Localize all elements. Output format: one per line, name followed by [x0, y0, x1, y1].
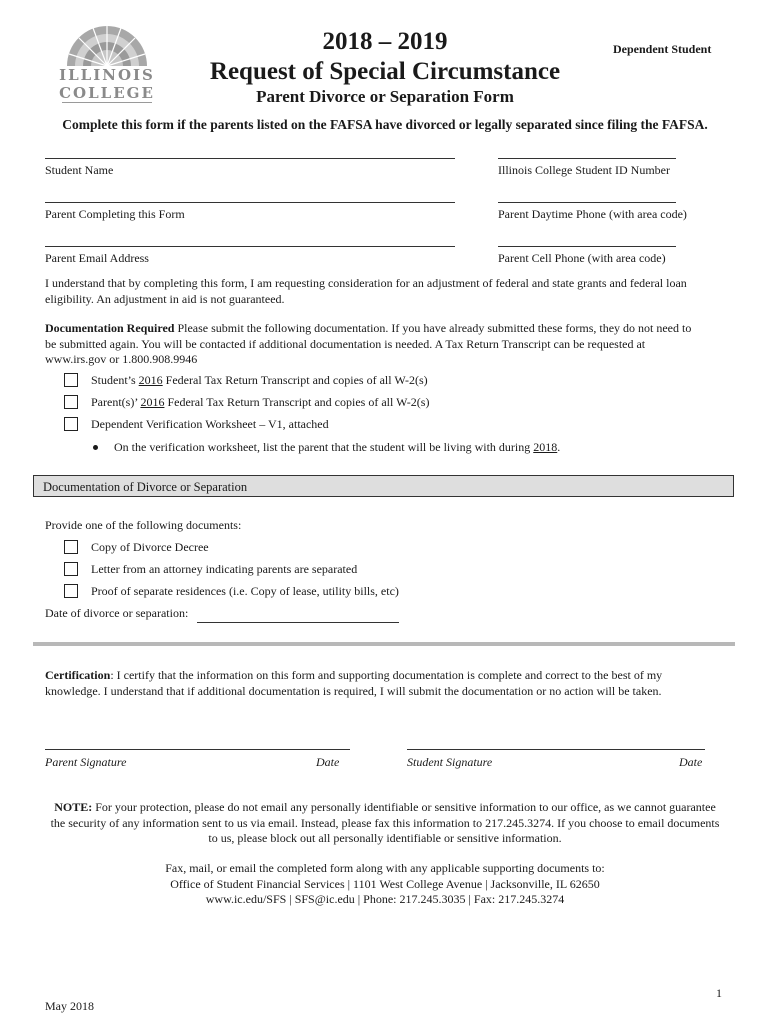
logo-text-line1: ILLINOIS: [59, 66, 155, 84]
dependent-student-label: Dependent Student: [613, 42, 712, 56]
note-text-1: For your protection, please do not email any personally identifiable or sensitive information to our office, as we cannot guarantee: [92, 800, 716, 814]
parent-signature-line[interactable]: [45, 749, 350, 750]
section-divider: [33, 642, 735, 646]
parent-email-line[interactable]: [45, 246, 455, 247]
form-subtitle: Parent Divorce or Separation Form: [256, 87, 514, 106]
parent-email-label: Parent Email Address: [45, 251, 149, 265]
certification-paragraph: [45, 668, 735, 699]
note-paragraph: [28, 800, 742, 847]
documentation-text-1: Please submit the following documentation. If you have already submitted these forms, they do not need to: [174, 321, 692, 335]
divorce-intro: Provide one of the following documents:: [45, 518, 242, 532]
divorce-decree-label: Copy of Divorce Decree: [91, 540, 209, 554]
contact-line-1: Fax, mail, or email the completed form along with any applicable supporting documents to:: [165, 861, 605, 875]
certification-heading: Certification: [45, 668, 111, 682]
checkbox-student-tax-transcript[interactable]: [64, 373, 78, 387]
note-text-2: the security of any information sent to us via email. Instead, please fax this information to 217.245.3274. If you choose to email documents: [50, 815, 720, 830]
year-2016: 2016: [140, 395, 165, 409]
form-year: 2018 – 2019: [322, 28, 448, 55]
student-id-label: Illinois College Student ID Number: [498, 163, 670, 177]
contact-line-2: Office of Student Financial Services | 1101 West College Avenue | Jacksonville, IL 62650: [170, 876, 600, 891]
logo-text-line2: COLLEGE: [59, 84, 155, 102]
checkbox-attorney-letter[interactable]: [64, 562, 78, 576]
parent-completing-line[interactable]: [45, 202, 455, 203]
parent-date-label: Date: [316, 755, 340, 769]
divorce-section-header: [33, 475, 734, 497]
footer-date: May 2018: [45, 999, 94, 1013]
contact-block: [0, 861, 770, 908]
year-2018: 2018: [533, 440, 558, 454]
student-signature-label: Student Signature: [407, 755, 493, 769]
form-title: Request of Special Circumstance: [209, 58, 561, 85]
year-2016: 2016: [138, 373, 163, 387]
form-instruction: Complete this form if the parents listed on the FAFSA have divorced or legally separated since filing the FAFSA.: [62, 117, 708, 132]
checkbox-separate-residences[interactable]: [64, 584, 78, 598]
verification-worksheet-label: Dependent Verification Worksheet – V1, attached: [91, 417, 329, 431]
documentation-heading: Documentation Required: [45, 321, 175, 335]
bullet-dot: [93, 445, 98, 450]
certification-text-2: knowledge. I understand that if additional documentation is required, I will submit the documentation or no action will be taken.: [45, 683, 662, 698]
certification-text-1: : I certify that the information on this form and supporting documentation is complete and correct to the best of my: [110, 668, 663, 682]
documentation-text-3: www.irs.gov or 1.800.908.9946: [45, 352, 198, 366]
note-heading: NOTE:: [54, 800, 93, 814]
divorce-section-title: Documentation of Divorce or Separation: [43, 480, 248, 494]
parent-cell-label: Parent Cell Phone (with area code): [498, 251, 666, 265]
parent-tax-transcript-label: Parent(s)’ 2016 Federal Tax Return Transcript and copies of all W-2(s): [91, 395, 430, 409]
checkbox-parent-tax-transcript[interactable]: [64, 395, 78, 409]
checkbox-divorce-decree[interactable]: [64, 540, 78, 554]
checkbox-verification-worksheet[interactable]: [64, 417, 78, 431]
parent-signature-label: Parent Signature: [45, 755, 127, 769]
divorce-date-input[interactable]: [197, 606, 399, 623]
parent-completing-label: Parent Completing this Form: [45, 207, 185, 221]
separate-residences-label: Proof of separate residences (i.e. Copy of lease, utility bills, etc): [91, 584, 399, 598]
contact-line-3: www.ic.edu/SFS | SFS@ic.edu | Phone: 217.245.3035 | Fax: 217.245.3274: [205, 892, 565, 906]
parent-phone-line[interactable]: [498, 202, 676, 203]
note-text-3: to us, please block out all personally identifiable or sensitive information.: [208, 831, 562, 845]
student-id-line[interactable]: [498, 158, 676, 159]
student-name-label: Student Name: [45, 163, 114, 177]
documentation-paragraph: [45, 321, 735, 368]
student-tax-transcript-label: Student’s 2016 Federal Tax Return Transcript and copies of all W-2(s): [91, 373, 428, 387]
documentation-text-2: be submitted again. You will be contacted if additional documentation is needed. A Tax Return Transcript can be requested at: [45, 336, 646, 351]
attorney-letter-label: Letter from an attorney indicating parents are separated: [91, 562, 358, 576]
student-name-line[interactable]: [45, 158, 455, 159]
parent-phone-label: Parent Daytime Phone (with area code): [498, 207, 687, 221]
parent-cell-line[interactable]: [498, 246, 676, 247]
page-number: 1: [716, 986, 722, 1000]
understand-paragraph: I understand that by completing this form, I am requesting consideration for an adjustment of federal and state grants and federal loan eligibility. An adjustment in aid is not guaranteed.: [45, 276, 687, 306]
student-date-label: Date: [679, 755, 703, 769]
student-signature-line[interactable]: [407, 749, 705, 750]
verification-bullet-text: On the verification worksheet, list the parent that the student will be living with during 2018.: [114, 440, 561, 454]
divorce-date-label: Date of divorce or separation:: [45, 606, 189, 620]
